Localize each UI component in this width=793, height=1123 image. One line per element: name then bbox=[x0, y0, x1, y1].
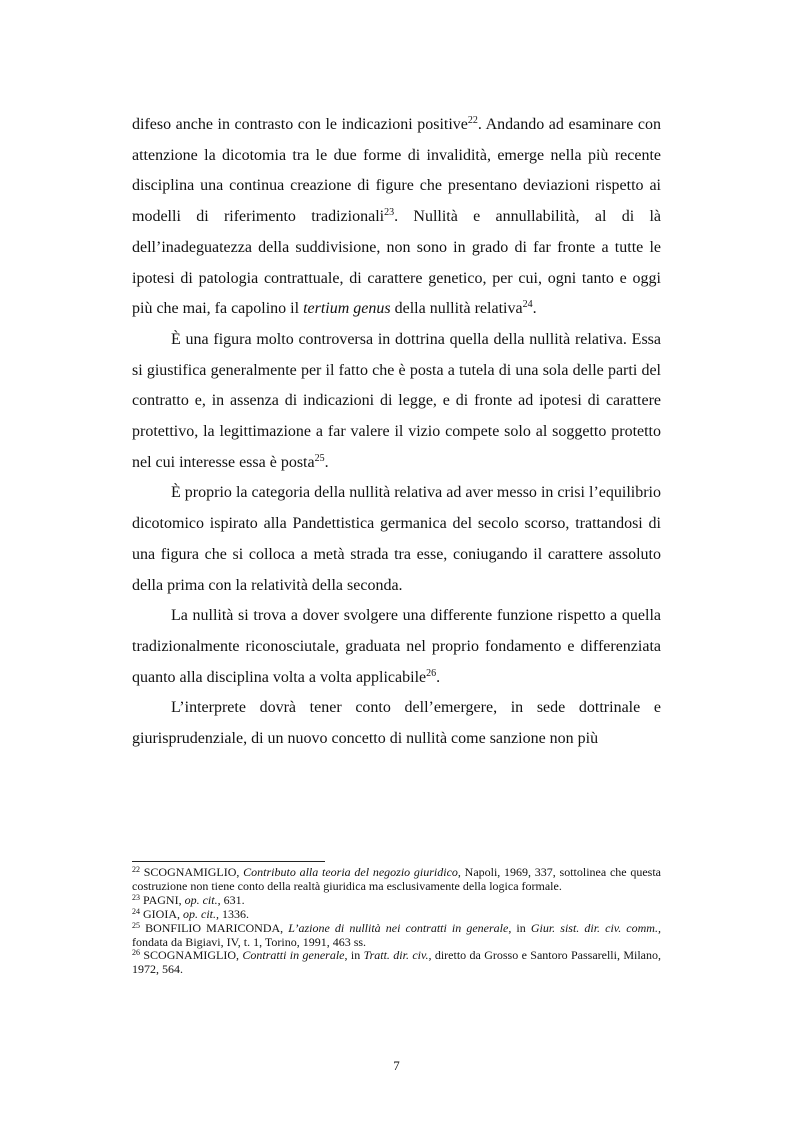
footnote-ref: 23 bbox=[132, 892, 140, 902]
italic-text: Contratti in generale bbox=[242, 948, 345, 963]
paragraph-1 bbox=[132, 110, 661, 325]
text-run: , in bbox=[508, 920, 531, 935]
paragraph-3 bbox=[132, 478, 661, 601]
text-run: diretto da Grosso e Santoro Passarelli, Milano, 1972, 564. bbox=[132, 948, 662, 977]
footnote-24 bbox=[132, 908, 661, 922]
text-run: SCOGNAMIGLIO, bbox=[140, 865, 244, 879]
footnote-ref: 25 bbox=[132, 920, 140, 930]
text-run: , in bbox=[344, 948, 364, 963]
text-run: . bbox=[324, 453, 329, 471]
text-run: della nullità relativa bbox=[390, 300, 523, 318]
text-run: La nullità si trova a dover svolgere una differente funzione rispetto a quella tradizionalmente riconosciutale, graduata nel proprio fondamento e differenziata quanto alla disciplina volta a volta applicabile bbox=[132, 607, 661, 686]
italic-text: op. cit. bbox=[184, 892, 218, 907]
footnote-22 bbox=[132, 866, 661, 894]
text-run: È proprio la categoria della nullità relativa ad aver messo in crisi l’equilibrio dicotomico ispirato alla Pandettistica germanica del secolo scorso, trattandosi di una figura che si colloca a metà strada tra esse, coniugando il carattere assoluto della prima con la relatività della seconda. bbox=[132, 484, 661, 594]
body-text bbox=[132, 110, 661, 755]
italic-text: Giur. sist. dir. civ. comm., bbox=[530, 920, 661, 935]
footnote-ref: 22 bbox=[132, 865, 140, 874]
page-number: 7 bbox=[393, 1058, 400, 1073]
text-run: . bbox=[436, 668, 441, 686]
text-run: , 631. bbox=[217, 892, 245, 907]
text-run: GIOIA, bbox=[140, 906, 183, 921]
text-run: . bbox=[532, 300, 537, 318]
footnote-ref: 24 bbox=[132, 906, 140, 916]
italic-text: L’azione di nullità nei contratti in generale bbox=[288, 920, 509, 935]
footnote-ref: 26 bbox=[132, 948, 140, 958]
footnote-23 bbox=[132, 894, 661, 908]
italic-text: Tratt. dir. civ., bbox=[363, 948, 432, 963]
footnote-separator bbox=[132, 861, 325, 862]
text-run: BONFILIO MARICONDA, bbox=[140, 920, 289, 935]
footnote-ref: 26 bbox=[426, 667, 437, 679]
text-run: fondata da Bigiavi, IV, t. 1, Torino, 1991, 463 ss. bbox=[132, 934, 367, 949]
text-run: È una figura molto controversa in dottrina quella della nullità relativa. Essa si giustifica generalmente per il fatto che è posta a tutela di una sola delle parti del contratto e, in assenza di indicazioni di legge, e di fronte ad ipotesi di carattere protettivo, la legittimazione a far valere il vizio compete solo al soggetto protetto nel cui interesse essa è posta bbox=[132, 330, 661, 471]
footnote-ref: 25 bbox=[314, 452, 325, 464]
text-run: , Napoli, 1969, 337, sottolinea che questa costruzione non tiene conto della realtà giuridica ma esclusivamente della logica formale. bbox=[132, 865, 662, 893]
text-run: . Andando ad esaminare con attenzione la dicotomia tra le due forme di invalidità, emerge nella più recente disciplina una continua creazione di figure che presentano deviazioni rispetto ai modelli di riferimento tradizionali bbox=[132, 116, 661, 226]
text-run: 1336. bbox=[219, 906, 249, 921]
italic-text: Contributo alla teoria del negozio giuridico bbox=[243, 865, 458, 879]
paragraph-5 bbox=[132, 693, 661, 754]
text-run: . Nullità e annullabilità, al di là dell’inadeguatezza della suddivisione, non sono in grado di far fronte a tutte le ipotesi di patologia contrattuale, di carattere genetico, per cui, ogni tanto e oggi più che mai, fa capolino il bbox=[132, 208, 662, 318]
text-run: SCOGNAMIGLIO, bbox=[140, 948, 243, 963]
text-run: L’interprete dovrà tener conto dell’emergere, in sede dottrinale e giurisprudenziale, di un nuovo concetto di nullità come sanzione non più bbox=[132, 699, 661, 748]
footnote-25 bbox=[132, 922, 661, 950]
footnote-ref: 24 bbox=[522, 299, 533, 311]
footnotes bbox=[132, 866, 661, 977]
paragraph-4 bbox=[132, 601, 661, 693]
italic-text: tertium genus bbox=[303, 300, 391, 318]
text-run: difeso anche in contrasto con le indicazioni positive bbox=[132, 116, 468, 133]
footnote-ref: 23 bbox=[384, 207, 395, 219]
italic-text: op. cit., bbox=[183, 906, 219, 921]
paragraph-2 bbox=[132, 325, 661, 479]
footnote-26 bbox=[132, 949, 661, 977]
footnote-ref: 22 bbox=[467, 115, 478, 126]
text-run: PAGNI, bbox=[140, 892, 185, 907]
